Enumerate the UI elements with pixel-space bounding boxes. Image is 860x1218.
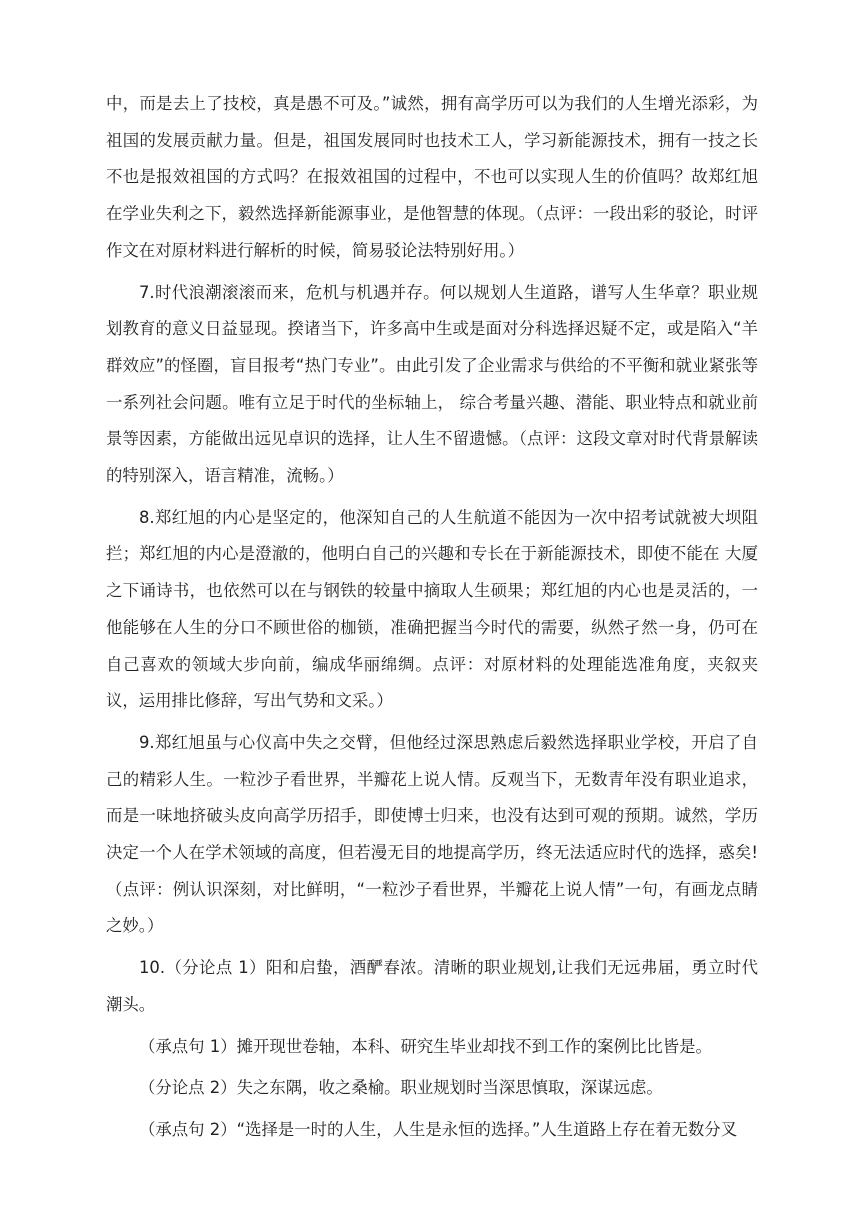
paragraph-10: 10.（分论点 1）阳和启蛰，酒酽春浓。清晰的职业规划,让我们无远弗届，勇立时代潮头。: [106, 958, 758, 1014]
paragraph-sub-argument-2: （分论点 2）失之东隅，收之桑榆。职业规划时当深思慎取，深谋远虑。: [139, 1078, 663, 1098]
paragraph-9: 9.郑红旭虽与心仪高中失之交臂，但他经过深思熟虑后毅然选择职业学校，开启了自己的精彩人生。一粒沙子看世界，半瓣花上说人情。反观当下，无数青年没有职业追求，而是一味地挤破头皮向高学历招手，即使博士归来，也没有达到可观的预期。诚然，学历决定一个人在学术领域的高度，但若漫无目的地提高学历，终无法适应时代的选择，惑矣!（点评：例认识深刻，对比鲜明，“一粒沙子看世界，半瓣花上说人情”一句，有画龙点睛之妙。）: [106, 732, 758, 936]
paragraph-7: 7.时代浪潮滚滚而来，危机与机遇并存。何以规划人生道路，谱写人生华章？职业规划教育的意义日益显现。揆诸当下，许多高中生或是面对分科选择迟疑不定，或是陷入“羊群效应”的怪圈，盲目报考“热门专业”。由此引发了企业需求与供给的不平衡和就业紧张等一系列社会问题。唯有立足于时代的坐标轴上， 综合考量兴趣、潜能、职业特点和就业前景等因素，方能做出远见卓识的选择，让人生不留遗憾。（点评：这段文章对时代背景解读的特别深入，语言精准，流畅。）: [106, 282, 758, 486]
paragraph-8: 8.郑红旭的内心是坚定的，他深知自己的人生航道不能因为一次中招考试就被大坝阻拦；郑红旭的内心是澄澈的，他明白自己的兴趣和专长在于新能源技术，即使不能在 大厦之下诵诗书，也依然可以在与钢铁的较量中摘取人生硕果；郑红旭的内心也是灵活的，一他能够在人生的分口不顾世俗的枷锁，准确把握当今时代的需要，纵然孑然一身，仍可在自己喜欢的领域大步向前，编成华丽绵绸。点评：对原材料的处理能选准角度，夹叙夹议，运用排比修辞，写出气势和文采。）: [106, 507, 758, 711]
paragraph-supporting-sentence-1: （承点句 1）摊开现世卷轴，本科、研究生毕业却找不到工作的案例比比皆是。: [139, 1036, 712, 1056]
paragraph-continuation: 中，而是去上了技校，真是愚不可及。”诚然，拥有高学历可以为我们的人生增光添彩，为祖国的发展贡献力量。但是，祖国发展同时也技术工人，学习新能源技术，拥有一技之长不也是报效祖国的方式吗？在报效祖国的过程中，不也可以实现人生的价值吗？故郑红旭在学业失利之下，毅然选择新能源事业，是他智慧的体现。（点评：一段出彩的驳论，时评作文在对原材料进行解析的时候，简易驳论法特别好用。）: [106, 94, 758, 260]
paragraph-supporting-sentence-2: （承点句 2）“选择是一时的人生，人生是永恒的选择。”人生道路上存在着无数分叉: [139, 1119, 738, 1139]
document-body: [106, 86, 758, 1149]
